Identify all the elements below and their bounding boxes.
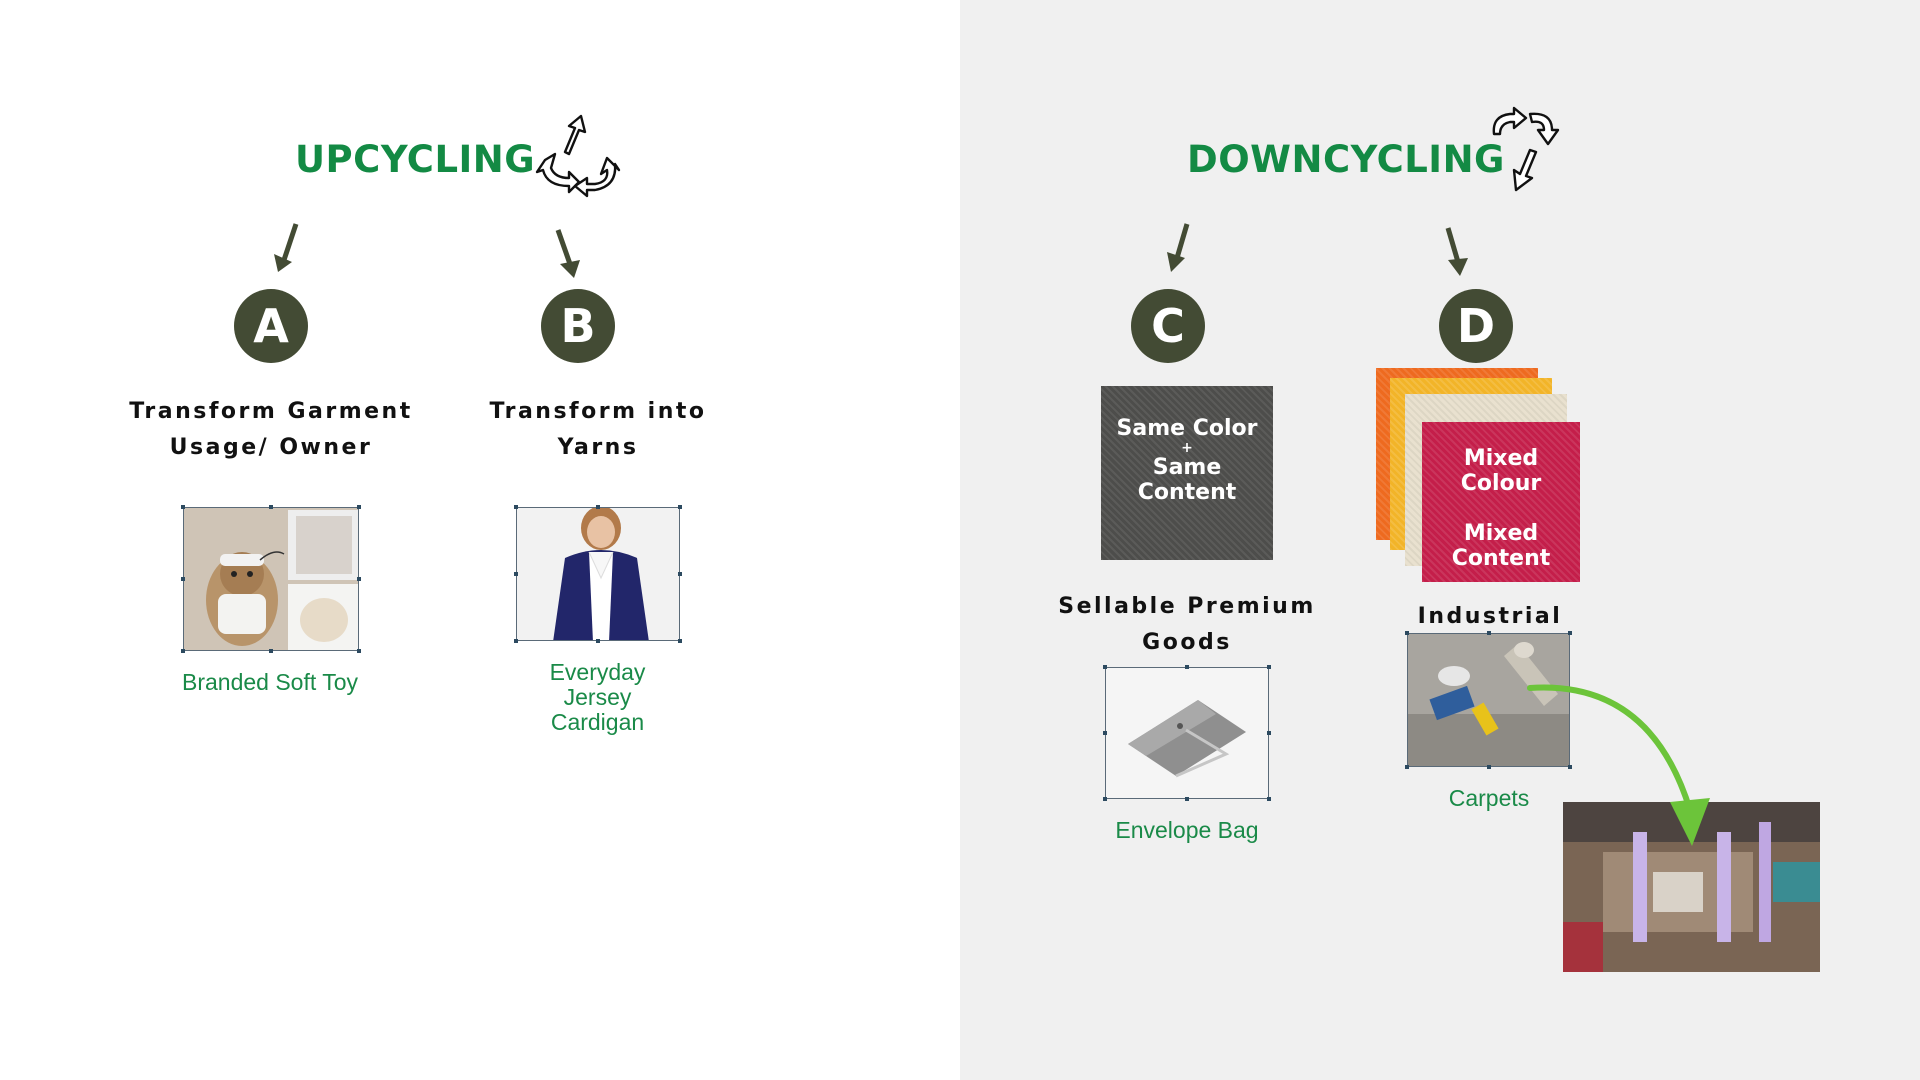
envelope-bag-caption: Envelope Bag — [1115, 817, 1259, 843]
same-color-swatch — [1101, 386, 1273, 560]
badge-b: B — [541, 289, 615, 363]
swatch-c-line2: + — [1181, 440, 1193, 456]
upcycling-heading: UPCYCLING — [295, 138, 536, 181]
arrow-to-a — [270, 220, 310, 274]
badge-c: C — [1131, 289, 1205, 363]
branded-soft-toy-image — [183, 507, 359, 651]
arrow-to-d — [1438, 224, 1478, 278]
envelope-bag-image — [1105, 667, 1269, 799]
swatch-d-line1: Mixed — [1463, 446, 1539, 471]
arrow-to-c — [1165, 220, 1205, 274]
branch-d-label: Industrial — [1417, 604, 1563, 629]
branch-b-label: Transform into Yarns — [489, 399, 707, 460]
recycle-arrows-icon — [535, 112, 621, 202]
downcycling-heading: DOWNCYCLING — [1187, 138, 1505, 181]
branded-soft-toy-caption: Branded Soft Toy — [181, 669, 359, 695]
swatch-d-line4: Content — [1451, 546, 1551, 571]
mixed-colour-swatch — [1422, 422, 1580, 582]
swatch-d-line2: Colour — [1460, 471, 1542, 496]
swatch-c-line1: Same Color — [1116, 416, 1258, 441]
branch-c-label: Sellable Premium Goods — [1058, 594, 1316, 655]
swatch-c-line3: Same — [1152, 455, 1222, 480]
cardigan-caption: Everyday Jersey Cardigan — [549, 659, 646, 735]
badge-a: A — [234, 289, 308, 363]
arrow-to-b — [550, 226, 590, 280]
badge-d: D — [1439, 289, 1513, 363]
cardigan-image — [516, 507, 680, 641]
swatch-d-line3: Mixed — [1463, 521, 1539, 546]
downcycle-arrows-icon — [1486, 104, 1566, 194]
branch-a-label: Transform Garment Usage/ Owner — [129, 399, 413, 460]
swatch-c-line4: Content — [1137, 480, 1237, 505]
carpets-caption: Carpets — [1448, 785, 1530, 811]
curved-arrow-to-exhibition — [1520, 670, 1720, 860]
